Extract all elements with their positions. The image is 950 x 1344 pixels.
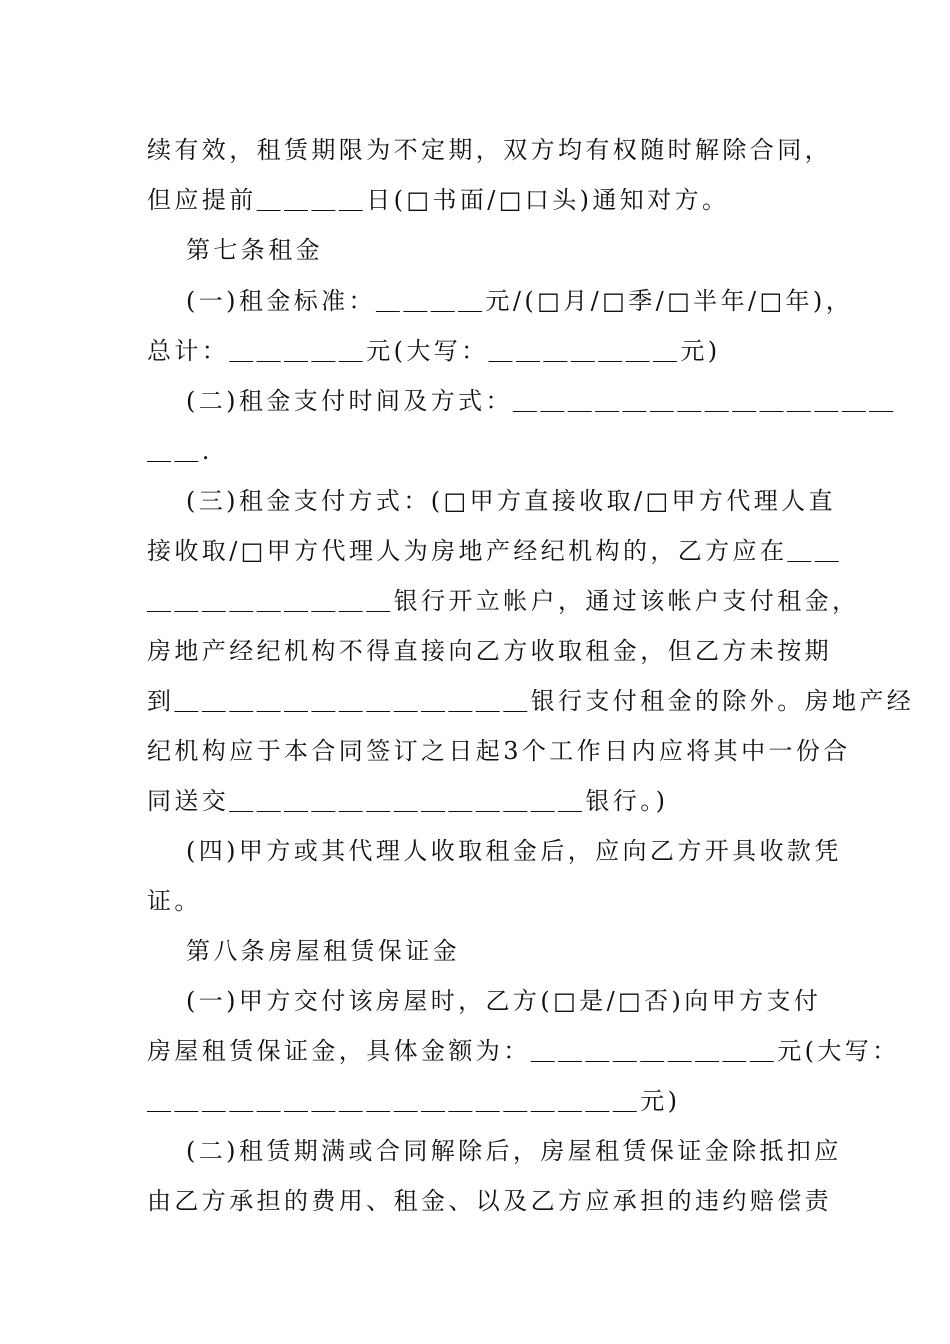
text-line-15: (四)甲方或其代理人收取租金后，应向乙方开具收款凭 (186, 837, 842, 865)
section-heading-8: 第八条房屋租赁保证金 (186, 937, 460, 965)
text-line-9: 接收取/□甲方代理人为房地产经纪机构的，乙方应在＿＿ (147, 537, 843, 565)
text-line-19: 房屋租赁保证金，具体金额为：＿＿＿＿＿＿＿＿＿元(大写： (147, 1037, 900, 1065)
text-line-14: 同送交＿＿＿＿＿＿＿＿＿＿＿＿＿银行。) (147, 787, 669, 815)
text-line-22: 由乙方承担的费用、租金、以及乙方应承担的违约赔偿责 (147, 1187, 832, 1215)
text-line-13: 纪机构应于本合同签订之日起3个工作日内应将其中一份合 (147, 737, 851, 765)
text-line-10: ＿＿＿＿＿＿＿＿＿银行开立帐户，通过该帐户支付租金， (147, 587, 860, 615)
text-line-11: 房地产经纪机构不得直接向乙方收取租金，但乙方未按期 (147, 637, 832, 665)
text-line-18: (一)甲方交付该房屋时，乙方(□是/□否)向甲方支付 (186, 987, 822, 1015)
text-line-7: ＿＿. (147, 437, 213, 465)
section-heading-7: 第七条租金 (186, 236, 323, 264)
text-line-21: (二)租赁期满或合同解除后，房屋租赁保证金除抵扣应 (186, 1137, 842, 1165)
text-line-8: (三)租金支付方式：(□甲方直接收取/□甲方代理人直 (186, 487, 836, 515)
text-line-5: 总计：＿＿＿＿＿元(大写：＿＿＿＿＿＿＿元) (147, 337, 721, 365)
text-line-16: 证。 (147, 887, 202, 915)
text-line-6: (二)租金支付时间及方式：＿＿＿＿＿＿＿＿＿＿＿＿＿＿ (186, 387, 897, 415)
text-line-4: (一)租金标准：＿＿＿＿元/(□月/□季/□半年/□年)， (186, 287, 854, 315)
text-line-12: 到＿＿＿＿＿＿＿＿＿＿＿＿＿银行支付租金的除外。房地产经 (147, 687, 915, 715)
text-line-2: 但应提前＿＿＿＿日(□书面/□口头)通知对方。 (147, 186, 730, 214)
text-line-1: 续有效，租赁期限为不定期，双方均有权随时解除合同， (147, 136, 832, 164)
text-line-20: ＿＿＿＿＿＿＿＿＿＿＿＿＿＿＿＿＿＿元) (147, 1087, 681, 1115)
